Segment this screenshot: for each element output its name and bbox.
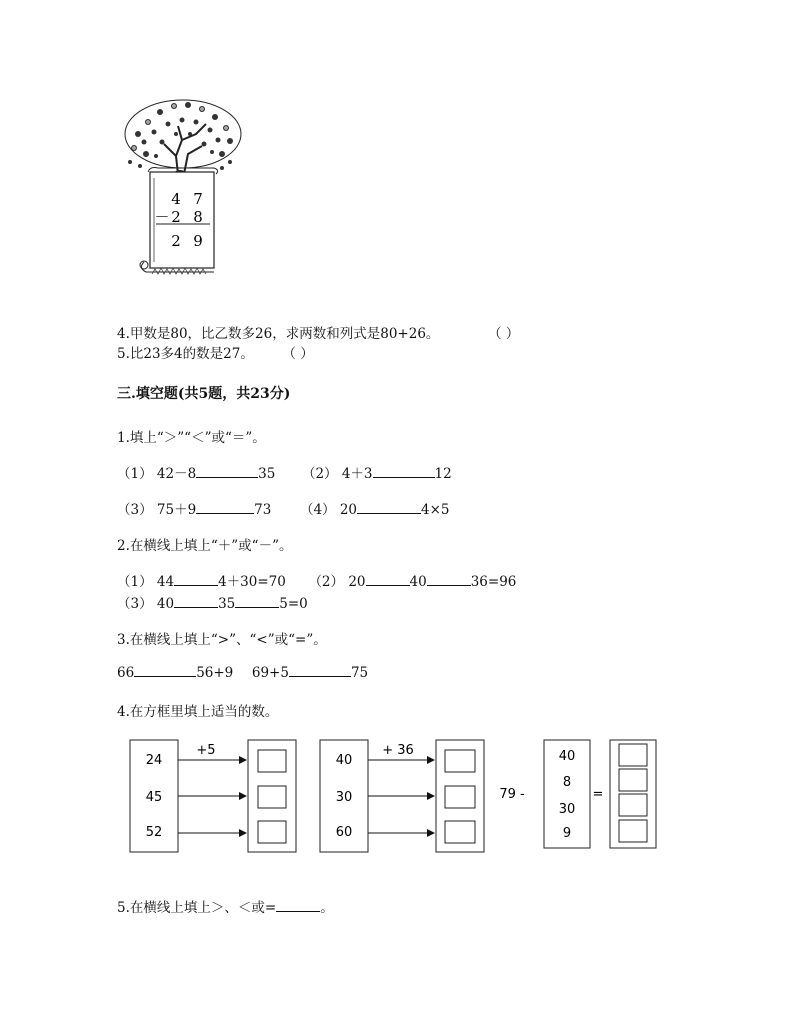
source-number: 52 (145, 825, 163, 840)
source-number: 45 (145, 790, 163, 805)
fill-5-period: 。 (320, 900, 334, 916)
answer-blank[interactable] (134, 664, 196, 677)
fill-1-row-1 (117, 462, 452, 482)
fill-3-title: 3.在横线上填上“>”、“<”或“=”。 (117, 632, 327, 648)
expression-part: 20 (348, 574, 366, 590)
item-number: （1） (117, 574, 153, 590)
minuend-label: 79 - (499, 787, 525, 802)
card-row1-ones: 7 (193, 190, 203, 208)
item-number: （2） (308, 574, 345, 590)
subtraction-group-3 (499, 740, 656, 848)
expression-part: 44 (156, 574, 175, 590)
fill-2-title: 2.在横线上填上“＋”或“－”。 (117, 538, 293, 554)
expression-part: 56+9 (196, 665, 234, 681)
card-row2-ones: 8 (193, 208, 203, 226)
operation-label: +5 (196, 743, 216, 758)
answer-blank[interactable] (235, 595, 279, 608)
subtrahend-number: 9 (562, 826, 572, 841)
answer-box[interactable] (258, 821, 286, 843)
expression-left: 4＋3 (341, 466, 373, 482)
answer-blank[interactable] (357, 501, 421, 514)
expression-part: 40 (156, 596, 175, 612)
expression-right: 73 (254, 502, 272, 518)
card-row3-tens: 2 (171, 232, 181, 250)
expression-part: 40 (409, 574, 427, 590)
expression-part: 66 (117, 665, 135, 681)
card-row1-tens: 4 (171, 190, 181, 208)
answer-box[interactable] (619, 769, 647, 791)
subtrahend-number: 8 (562, 775, 572, 790)
answer-box[interactable] (619, 744, 647, 766)
card-row3-ones: 9 (193, 232, 203, 250)
fill-1-row-2 (117, 498, 450, 518)
judge-question-4 (117, 322, 519, 342)
answer-blank[interactable] (276, 899, 320, 912)
expression-part: 69+5 (251, 665, 289, 681)
source-number: 60 (335, 825, 353, 840)
operation-label: + 36 (382, 743, 414, 758)
expression-part: 36=96 (470, 574, 517, 590)
item-number: （1） (117, 466, 153, 482)
fill-4-title: 4.在方框里填上适当的数。 (117, 704, 279, 720)
answer-box[interactable] (445, 821, 475, 843)
tree-subtraction-illustration (118, 94, 248, 284)
fill-5-title-text: 5.在横线上填上＞、＜或= (117, 900, 277, 916)
item-number: （2） (301, 466, 338, 482)
judge-question-4-answer-paren[interactable]: （ ） (488, 326, 520, 342)
judge-question-5-answer-paren[interactable]: （ ） (282, 346, 314, 362)
answer-box[interactable] (445, 786, 475, 808)
answer-box[interactable] (619, 820, 647, 842)
fill-1-title: 1.填上“＞”“＜”或“＝”。 (117, 430, 266, 446)
expression-left: 42－8 (156, 466, 197, 482)
answer-blank[interactable] (196, 465, 258, 478)
section-3-title: 三.填空题(共5题，共23分) (117, 386, 291, 402)
judge-question-5 (117, 342, 314, 362)
answer-blank[interactable] (366, 573, 410, 586)
answer-box[interactable] (258, 750, 286, 772)
expression-part: 4＋30=70 (218, 574, 286, 590)
source-number: 24 (145, 753, 163, 768)
expression-part: 35 (218, 596, 236, 612)
answer-blank[interactable] (174, 595, 218, 608)
answer-blank[interactable] (373, 465, 435, 478)
fill-2-row-2 (117, 592, 308, 612)
subtrahend-number: 40 (558, 749, 576, 764)
expression-part: 75 (350, 665, 369, 681)
answer-blank[interactable] (289, 664, 351, 677)
fill-4-diagram (126, 736, 666, 856)
expression-right: 35 (258, 466, 276, 482)
expression-right: 4×5 (421, 502, 450, 518)
item-number: （3） (117, 596, 153, 612)
answer-blank[interactable] (174, 573, 218, 586)
expression-left: 20 (339, 502, 358, 518)
tree-canopy-icon (125, 100, 241, 174)
card-minus-sign: － (154, 208, 170, 226)
expression-right: 12 (434, 466, 452, 482)
subtrahend-number: 30 (558, 802, 576, 817)
answer-blank[interactable] (196, 501, 254, 514)
expression-left: 75＋9 (156, 502, 197, 518)
judge-question-5-text: 5.比23多4的数是27。 (117, 346, 254, 362)
judge-question-4-text: 4.甲数是80，比乙数多26，求两数和列式是80+26。 (117, 326, 440, 342)
fill-5-title (117, 896, 334, 916)
item-number: （3） (117, 502, 153, 518)
answer-box[interactable] (445, 750, 475, 772)
source-number: 40 (335, 753, 353, 768)
mapping-group-2 (320, 740, 484, 852)
scroll-card (140, 168, 218, 275)
fill-2-row-1 (117, 570, 516, 590)
answer-box[interactable] (258, 786, 286, 808)
mapping-group-1 (130, 740, 296, 852)
expression-part: 5=0 (279, 596, 308, 612)
card-row2-tens: 2 (171, 208, 181, 226)
answer-blank[interactable] (427, 573, 471, 586)
fill-3-row (117, 664, 368, 681)
source-number: 30 (335, 790, 353, 805)
equals-sign: = (592, 787, 604, 802)
item-number: （4） (299, 502, 336, 518)
answer-box[interactable] (619, 794, 647, 816)
